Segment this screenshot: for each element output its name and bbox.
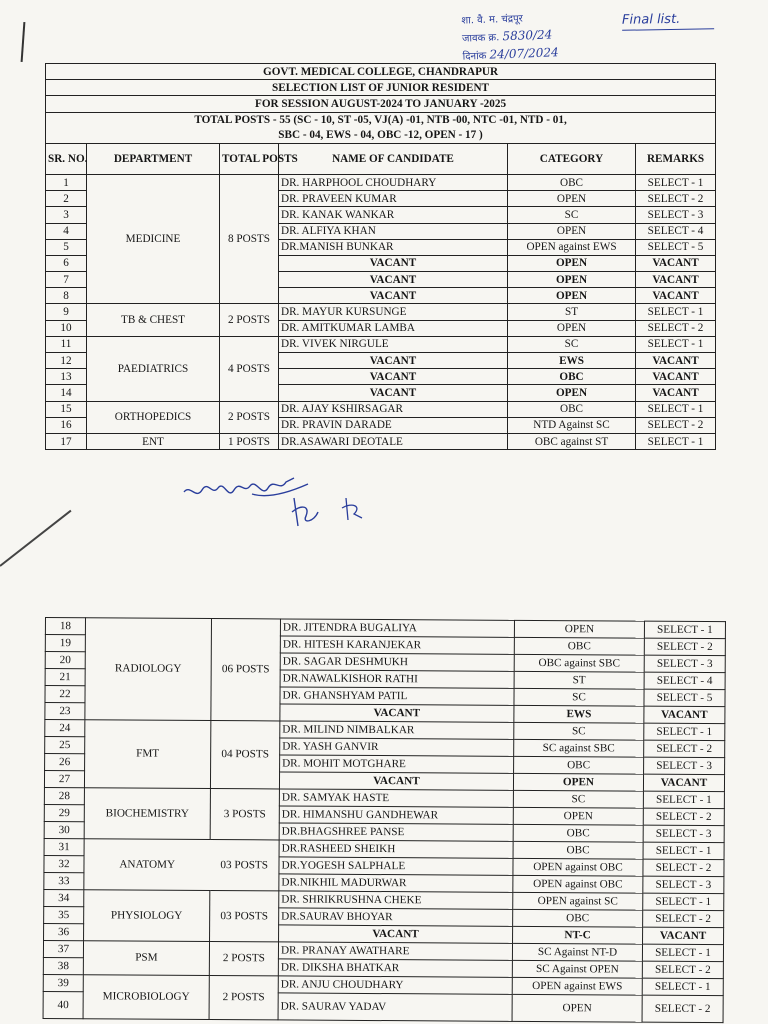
selection-table-page-1 bbox=[45, 63, 716, 450]
table-row: 3 DR. KANAK WANKAR SC SELECT - 3 bbox=[46, 207, 716, 223]
dept-paediatrics: PAEDIATRICS bbox=[87, 336, 220, 401]
posts-fmt: 04 POSTS bbox=[210, 721, 279, 789]
table-row: 18 RADIOLOGY 06 POSTS DR. JITENDRA BUGALIYA OPEN SELECT - 1 bbox=[45, 618, 725, 639]
table-row: 34 PHYSIOLOGY 03 POSTS DR. SHRIKRUSHNA CHEKE OPEN against SC SELECT - 1 bbox=[44, 889, 724, 910]
header-line-4: TOTAL POSTS - 55 (SC - 10, ST -05, VJ(A) -01, NTB -00, NTC -01, NTD - 01, bbox=[46, 112, 716, 128]
dept-tb-chest: TB & CHEST bbox=[87, 304, 220, 336]
dept-ent: ENT bbox=[87, 433, 220, 449]
col-candidate-name: NAME OF CANDIDATE bbox=[279, 143, 508, 174]
dept-orthopedics: ORTHOPEDICS bbox=[87, 401, 220, 433]
header-line-2: SELECTION LIST OF JUNIOR RESIDENT bbox=[46, 80, 716, 96]
table-row: 30 DR.BHAGSHREE PANSE OBC SELECT - 3 bbox=[44, 821, 724, 842]
table-row: 8 VACANT OPEN VACANT bbox=[46, 288, 716, 304]
table-row: 15 ORTHOPEDICS 2 POSTS DR. AJAY KSHIRSAGAR OBC SELECT - 1 bbox=[46, 401, 716, 417]
table-row: 20 DR. SAGAR DESHMUKH OBC against SBC SELECT - 3 bbox=[45, 652, 725, 673]
posts-microbiology: 2 POSTS bbox=[209, 976, 278, 1020]
table-row: 31 ANATOMY 03 POSTS DR.RASHEED SHEIKH OBC SELECT - 1 bbox=[44, 838, 724, 859]
table-row: 27 VACANT OPEN VACANT bbox=[44, 771, 724, 792]
table-row: 16 DR. PRAVIN DARADE NTD Against SC SELECT - 2 bbox=[46, 417, 716, 433]
dept-microbiology: MICROBIOLOGY bbox=[83, 975, 209, 1020]
col-total-posts: TOTAL POSTS bbox=[220, 143, 279, 174]
posts-radiology: 06 POSTS bbox=[211, 619, 281, 721]
dept-anatomy: ANATOMY bbox=[84, 839, 210, 891]
posts-paediatrics: 4 POSTS bbox=[220, 336, 279, 401]
col-department: DEPARTMENT bbox=[87, 143, 220, 174]
stamp-date-value: 24/07/2024 bbox=[489, 45, 559, 62]
header-line-1: GOVT. MEDICAL COLLEGE, CHANDRAPUR bbox=[46, 64, 716, 80]
table-row: 12 VACANT EWS VACANT bbox=[46, 353, 716, 369]
stamp-ref-value: 5830/24 bbox=[502, 27, 553, 44]
table-row: 21 DR.NAWALKISHOR RATHI ST SELECT - 4 bbox=[45, 669, 725, 690]
table-row: 35 DR.SAURAV BHOYAR OBC SELECT - 2 bbox=[44, 906, 724, 927]
posts-biochemistry: 3 POSTS bbox=[210, 789, 279, 840]
table-row: 25 DR. YASH GANVIR SC against SBC SELECT - 2 bbox=[45, 737, 725, 758]
final-list-note: Final list. bbox=[622, 11, 714, 31]
signature-2 bbox=[288, 494, 322, 530]
table-row: 33 DR.NIKHIL MADURWAR OPEN against OBC SELECT - 3 bbox=[44, 872, 724, 893]
table-row: 2 DR. PRAVEEN KUMAR OPEN SELECT - 2 bbox=[46, 191, 716, 207]
posts-physiology: 03 POSTS bbox=[210, 891, 279, 942]
margin-mark bbox=[21, 22, 26, 62]
selection-table-page-2 bbox=[43, 617, 726, 1023]
table-row: 17 ENT 1 POSTS DR.ASAWARI DEOTALE OBC against ST SELECT - 1 bbox=[46, 433, 716, 449]
col-remarks: REMARKS bbox=[636, 143, 716, 174]
table-row: 5 DR.MANISH BUNKAR OPEN against EWS SELECT - 5 bbox=[46, 239, 716, 255]
table-row: 6 VACANT OPEN VACANT bbox=[46, 255, 716, 271]
table-row: 22 DR. GHANSHYAM PATIL SC SELECT - 5 bbox=[45, 686, 725, 707]
posts-anatomy: 03 POSTS bbox=[210, 840, 279, 891]
dept-biochemistry: BIOCHEMISTRY bbox=[84, 788, 210, 840]
col-sr-no: SR. NO. bbox=[46, 143, 87, 174]
dept-fmt: FMT bbox=[84, 720, 210, 789]
dept-medicine: MEDICINE bbox=[87, 174, 220, 304]
table-row: 38 DR. DIKSHA BHATKAR SC Against OPEN SELECT - 2 bbox=[43, 957, 723, 978]
header-line-3: FOR SESSION AUGUST-2024 TO JANUARY -2025 bbox=[46, 96, 716, 112]
table-row: 4 DR. ALFIYA KHAN OPEN SELECT - 4 bbox=[46, 223, 716, 239]
posts-medicine: 8 POSTS bbox=[220, 174, 279, 304]
table-row: 10 DR. AMITKUMAR LAMBA OPEN SELECT - 2 bbox=[46, 320, 716, 336]
dept-physiology: PHYSIOLOGY bbox=[84, 890, 210, 942]
stamp-office: शा. वै. म. चंद्रपूर bbox=[461, 13, 524, 27]
table-row: 11 PAEDIATRICS 4 POSTS DR. VIVEK NIRGULE SC SELECT - 1 bbox=[46, 336, 716, 352]
posts-ent: 1 POSTS bbox=[220, 433, 279, 449]
signature-3 bbox=[336, 494, 366, 524]
posts-tb-chest: 2 POSTS bbox=[220, 304, 279, 336]
posts-orthopedics: 2 POSTS bbox=[220, 401, 279, 433]
table-row: 9 TB & CHEST 2 POSTS DR. MAYUR KURSUNGE ST SELECT - 1 bbox=[46, 304, 716, 320]
header-line-5: SBC - 04, EWS - 04, OBC -12, OPEN - 17 ) bbox=[46, 128, 716, 144]
table-row: 24 FMT 04 POSTS DR. MILIND NIMBALKAR SC SELECT - 1 bbox=[45, 720, 725, 741]
dept-radiology: RADIOLOGY bbox=[85, 618, 212, 721]
table-row: 7 VACANT OPEN VACANT bbox=[46, 272, 716, 288]
table-row: 39 MICROBIOLOGY 2 POSTS DR. ANJU CHOUDHARY OPEN against EWS SELECT - 1 bbox=[43, 974, 723, 995]
page-fold-mark bbox=[0, 510, 72, 567]
table-row: 19 DR. HITESH KARANJEKAR OBC SELECT - 2 bbox=[45, 635, 725, 656]
posts-psm: 2 POSTS bbox=[209, 942, 278, 976]
stamp-date: दिनांक 24/07/2024 bbox=[462, 45, 559, 63]
table-row: 36 VACANT NT-C VACANT bbox=[44, 923, 724, 944]
table-row: 23 VACANT EWS VACANT bbox=[45, 703, 725, 724]
table-row: 40 DR. SAURAV YADAV OPEN SELECT - 2 bbox=[43, 991, 723, 1022]
col-category: CATEGORY bbox=[508, 143, 636, 174]
table-row: 32 DR.YOGESH SALPHALE OPEN against OBC SELECT - 2 bbox=[44, 855, 724, 876]
table-row: 14 VACANT OPEN VACANT bbox=[46, 385, 716, 401]
table-row: 13 VACANT OBC VACANT bbox=[46, 369, 716, 385]
office-stamp bbox=[461, 7, 613, 65]
stamp-ref: जावक क्र. 5830/24 bbox=[461, 27, 553, 45]
dept-psm: PSM bbox=[83, 941, 209, 976]
table-row: 29 DR. HIMANSHU GANDHEWAR OPEN SELECT - 2 bbox=[44, 804, 724, 825]
table-row: 37 PSM 2 POSTS DR. PRANAY AWATHARE SC Against NT-D SELECT - 1 bbox=[43, 940, 723, 961]
table-row: 1 MEDICINE 8 POSTS DR. HARPHOOL CHOUDHARY OBC SELECT - 1 bbox=[46, 174, 716, 190]
table-row: 28 BIOCHEMISTRY 3 POSTS DR. SAMYAK HASTE SC SELECT - 1 bbox=[44, 787, 724, 808]
table-row: 26 DR. MOHIT MOTGHARE OBC SELECT - 3 bbox=[45, 754, 725, 775]
